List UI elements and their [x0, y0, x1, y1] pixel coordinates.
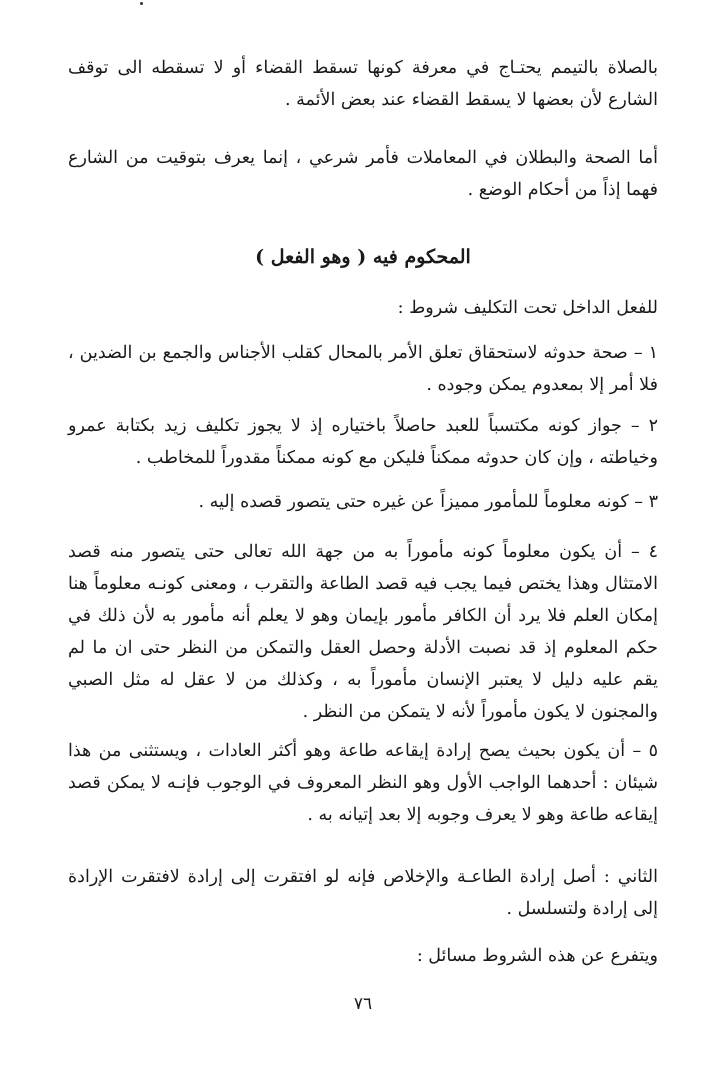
condition-3: ٣ – كونه معلوماً للمأمور مميزاً عن غيره حتى يتصور قصده إليه . [198, 492, 658, 512]
paragraph-conditions-intro: للفعل الداخل تحت التكليف شروط : [397, 298, 658, 318]
paragraph-prayer-tayammum: بالصلاة بالتيمم يحتـاج في معرفة كونها تسقط القضاء أو لا تسقطه الى توقف الشارع لأن بعضها لا يسقط القضاء عند بعض الأئمة . [68, 58, 658, 110]
paragraph-derived-issues: ويتفرع عن هذه الشروط مسائل : [416, 946, 658, 966]
page-number: ٧٦ [353, 994, 373, 1014]
scan-speck [140, 2, 143, 5]
condition-1: ١ – صحة حدوثه لاستحقاق تعلق الأمر بالمحال كقلب الأجناس والجمع بن الضدين ، فلا أمر إلا بمعدوم يمكن وجوده . [68, 343, 658, 395]
paragraph-validity-transactions: أما الصحة والبطلان في المعاملات فأمر شرعي ، إنما يعرف بتوقيت من الشارع فهما إذاً من أحكام الوضع . [68, 148, 658, 200]
condition-5: ٥ – أن يكون بحيث يصح إرادة إيقاعه طاعة وهو أكثر العادات ، ويستثنى من هذا شيئان : أحدهما الواجب الأول وهو النظر المعروف في الوجوب فإنـه لا يمكن قصد إيقاعه طاعة وهو لا يعرف وجوبه إلا بعد إتيانه به . [68, 741, 658, 825]
condition-4: ٤ – أن يكون معلوماً كونه مأموراً به من جهة الله تعالى حتى يتصور منه قصد الامتثال وهذا يختص فيما يجب فيه قصد الطاعة والتقرب ، ومعنى كونـه معلوماً هنا إمكان العلم فلا يرد أن الكافر مأمور بإيمان وهو لا يعلم أنه مأمور به لأن ذلك في حكم المعلوم إذ قد نصبت الأدلة وحصل العقل والتمكن من النظر حتى ان ما لم يقم عليه دليل لا يعتبر الإنسان مأموراً به ، وكذلك من لا عقل له مثل الصبي والمجنون لا يكون مأموراً لأنه لا يتمكن من النظر . [68, 542, 658, 722]
paragraph-second-exception: الثاني : أصل إرادة الطاعـة والإخلاص فإنه لو افتقرت إلى إرادة لافتقرت الإرادة إلى إرادة ولتسلسل . [68, 867, 658, 919]
section-heading: المحكوم فيه ( وهو الفعل ) [255, 246, 471, 268]
condition-2: ٢ – جواز كونه مكتسباً للعبد حاصلاً باختياره إذ لا يجوز تكليف زيد بكتابة عمرو وخياطته ، وإن كان حدوثه ممكناً فليكن مع كونه ممكناً مقدوراً للمخاطب . [68, 416, 658, 468]
